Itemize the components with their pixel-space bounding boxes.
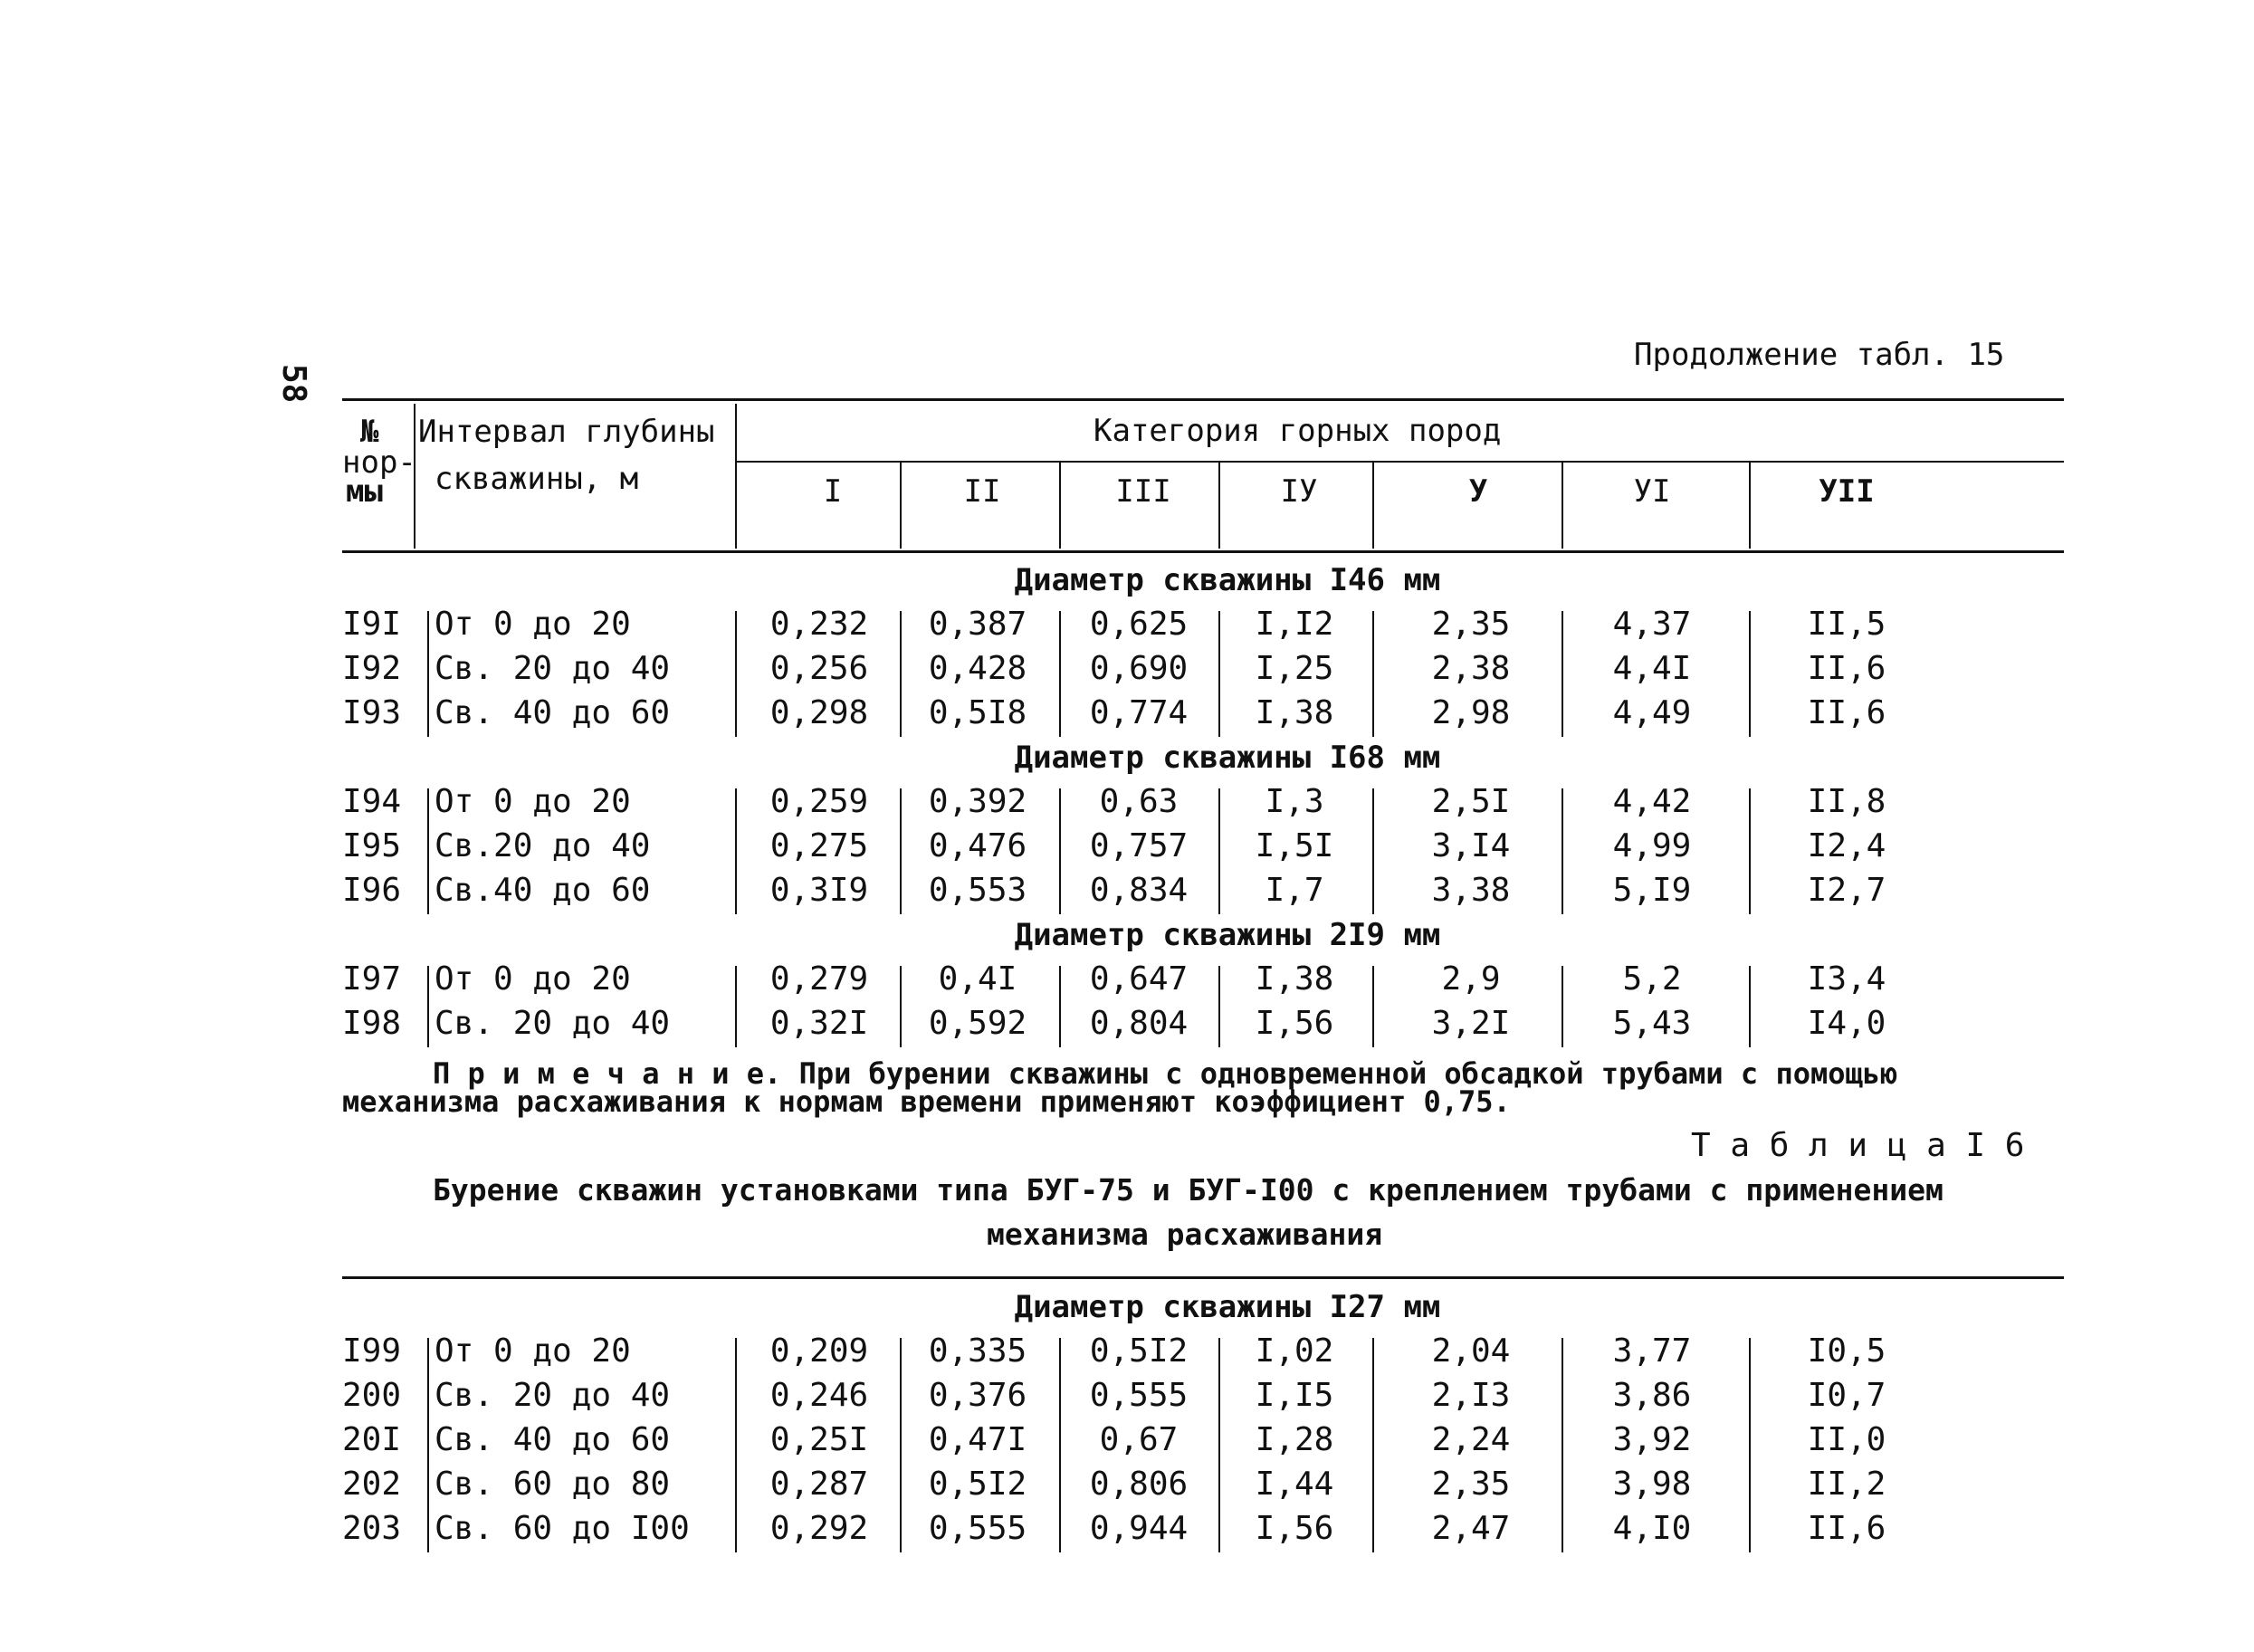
norm-value: 0,592 <box>928 1005 1027 1042</box>
norm-value: 0,279 <box>769 960 869 998</box>
section-title: Диаметр скважины I46 мм <box>1014 562 1441 598</box>
norm-value: 0,553 <box>928 872 1027 909</box>
norm-value: 0,246 <box>769 1377 869 1414</box>
norm-value: I,38 <box>1255 960 1334 998</box>
section-title: Диаметр скважины 2I9 мм <box>1014 917 1441 953</box>
norm-value: 2,9 <box>1441 960 1501 998</box>
column-divider <box>1218 611 1220 737</box>
norm-value: II,2 <box>1807 1466 1886 1503</box>
norm-value: 3,92 <box>1612 1421 1692 1458</box>
norm-value: 0,232 <box>769 606 869 643</box>
depth-interval: Св.40 до 60 <box>435 872 651 909</box>
norm-value: 0,209 <box>769 1332 869 1370</box>
norm-value: 2,35 <box>1431 606 1511 643</box>
norm-value: 0,335 <box>928 1332 1027 1370</box>
depth-interval: От 0 до 20 <box>435 960 631 998</box>
norm-number: 202 <box>342 1466 402 1503</box>
norm-value: 0,5I2 <box>1089 1332 1189 1370</box>
header-divider <box>1562 463 1563 549</box>
norm-value: 2,5I <box>1431 783 1511 820</box>
header-divider <box>1749 463 1751 549</box>
header-num-line3: мы <box>346 473 383 510</box>
norm-value: 4,4I <box>1612 650 1692 687</box>
category-header: III <box>1115 473 1171 510</box>
norm-value: 3,2I <box>1431 1005 1511 1042</box>
norm-value: 2,24 <box>1431 1421 1511 1458</box>
norm-value: 0,476 <box>928 827 1027 864</box>
column-divider <box>735 611 737 737</box>
depth-interval: Св. 20 до 40 <box>435 1005 671 1042</box>
column-divider <box>1372 1338 1374 1552</box>
norm-value: 0,256 <box>769 650 869 687</box>
note-line2: механизма расхаживания к нормам времени применяют коэффициент 0,75. <box>342 1084 1511 1119</box>
norm-value: I,5I <box>1255 827 1334 864</box>
norm-value: 0,555 <box>1089 1377 1189 1414</box>
norm-value: I,3 <box>1265 783 1324 820</box>
norm-value: 2,I3 <box>1431 1377 1511 1414</box>
column-divider <box>427 611 429 737</box>
column-divider <box>900 966 902 1047</box>
header-divider <box>1059 463 1061 549</box>
norm-value: II,6 <box>1807 650 1886 687</box>
depth-interval: От 0 до 20 <box>435 783 631 820</box>
norm-number: I9I <box>342 606 402 643</box>
norm-number: 203 <box>342 1510 402 1547</box>
column-divider <box>735 788 737 914</box>
norm-value: 4,42 <box>1612 783 1692 820</box>
column-divider <box>1749 788 1751 914</box>
norm-value: 0,392 <box>928 783 1027 820</box>
norm-value: II,0 <box>1807 1421 1886 1458</box>
norm-value: 0,774 <box>1089 694 1189 731</box>
norm-value: I,44 <box>1255 1466 1334 1503</box>
column-divider <box>735 966 737 1047</box>
norm-value: 2,47 <box>1431 1510 1511 1547</box>
header-interval-line2: скважины, м <box>435 461 639 497</box>
header-interval-line1: Интервал глубины <box>418 414 715 450</box>
norm-value: 0,287 <box>769 1466 869 1503</box>
norm-value: 0,63 <box>1099 783 1179 820</box>
category-rule <box>735 461 2064 463</box>
column-divider <box>900 1338 902 1552</box>
norm-number: I98 <box>342 1005 402 1042</box>
norm-value: I3,4 <box>1807 960 1886 998</box>
header-bottom-rule <box>342 550 2064 553</box>
norm-value: I0,5 <box>1807 1332 1886 1370</box>
norm-value: 3,98 <box>1612 1466 1692 1503</box>
norm-value: I,28 <box>1255 1421 1334 1458</box>
norm-value: II,6 <box>1807 694 1886 731</box>
norm-value: I2,7 <box>1807 872 1886 909</box>
norm-value: 2,35 <box>1431 1466 1511 1503</box>
header-divider <box>1372 463 1374 549</box>
category-header: У <box>1468 473 1488 510</box>
table16-title-line1: Бурение скважин установками типа БУГ-75 и БУГ-I00 с креплением трубами с применением <box>433 1172 1944 1208</box>
norm-value: 3,38 <box>1431 872 1511 909</box>
section-title: Диаметр скважины I68 мм <box>1014 740 1441 776</box>
norm-number: I96 <box>342 872 402 909</box>
depth-interval: От 0 до 20 <box>435 606 631 643</box>
column-divider <box>1059 966 1061 1047</box>
depth-interval: Св. 20 до 40 <box>435 1377 671 1414</box>
norm-value: 3,77 <box>1612 1332 1692 1370</box>
norm-value: 0,3I9 <box>769 872 869 909</box>
column-divider <box>1562 966 1563 1047</box>
column-divider <box>1749 1338 1751 1552</box>
column-divider <box>427 1338 429 1552</box>
column-divider <box>1749 611 1751 737</box>
norm-value: 0,555 <box>928 1510 1027 1547</box>
depth-interval: Св. 60 до 80 <box>435 1466 671 1503</box>
norm-value: 0,757 <box>1089 827 1189 864</box>
norm-value: 0,5I2 <box>928 1466 1027 1503</box>
norm-value: 0,647 <box>1089 960 1189 998</box>
depth-interval: Св. 40 до 60 <box>435 694 671 731</box>
norm-value: I,I2 <box>1255 606 1334 643</box>
norm-value: 0,376 <box>928 1377 1027 1414</box>
column-divider <box>1218 788 1220 914</box>
norm-value: II,5 <box>1807 606 1886 643</box>
norm-value: 0,387 <box>928 606 1027 643</box>
norm-value: I,7 <box>1265 872 1324 909</box>
norm-value: 0,944 <box>1089 1510 1189 1547</box>
norm-value: 0,5I8 <box>928 694 1027 731</box>
norm-value: I,56 <box>1255 1005 1334 1042</box>
norm-value: 4,37 <box>1612 606 1692 643</box>
norm-value: II,8 <box>1807 783 1886 820</box>
norm-number: I99 <box>342 1332 402 1370</box>
column-divider <box>1372 788 1374 914</box>
category-header: II <box>963 473 1001 510</box>
norm-value: 0,47I <box>928 1421 1027 1458</box>
depth-interval: От 0 до 20 <box>435 1332 631 1370</box>
norm-value: 4,49 <box>1612 694 1692 731</box>
note-line1: П р и м е ч а н и е. При бурении скважины с одновременной обсадкой трубами с помощью <box>433 1056 1898 1091</box>
depth-interval: Св. 60 до I00 <box>435 1510 690 1547</box>
norm-value: I,56 <box>1255 1510 1334 1547</box>
norm-value: 0,4I <box>938 960 1017 998</box>
norm-number: I94 <box>342 783 402 820</box>
norm-number: I93 <box>342 694 402 731</box>
category-header: УI <box>1633 473 1671 510</box>
column-divider <box>735 1338 737 1552</box>
norm-value: I2,4 <box>1807 827 1886 864</box>
table16-title-line2: механизма расхаживания <box>987 1217 1383 1252</box>
column-divider <box>1372 611 1374 737</box>
norm-number: I97 <box>342 960 402 998</box>
header-divider <box>735 404 737 549</box>
norm-value: 0,428 <box>928 650 1027 687</box>
norm-value: 0,834 <box>1089 872 1189 909</box>
column-divider <box>1562 611 1563 737</box>
norm-value: I0,7 <box>1807 1377 1886 1414</box>
column-divider <box>1749 966 1751 1047</box>
norm-value: II,6 <box>1807 1510 1886 1547</box>
norm-value: I,25 <box>1255 650 1334 687</box>
norm-value: 5,I9 <box>1612 872 1692 909</box>
norm-value: 0,259 <box>769 783 869 820</box>
norm-number: I92 <box>342 650 402 687</box>
norm-value: 0,298 <box>769 694 869 731</box>
column-divider <box>1218 1338 1220 1552</box>
norm-value: 0,275 <box>769 827 869 864</box>
column-divider <box>1059 788 1061 914</box>
norm-value: 0,25I <box>769 1421 869 1458</box>
category-title: Категория горных пород <box>1094 413 1502 449</box>
column-divider <box>427 788 429 914</box>
norm-value: I4,0 <box>1807 1005 1886 1042</box>
norm-value: 0,292 <box>769 1510 869 1547</box>
depth-interval: Св. 40 до 60 <box>435 1421 671 1458</box>
header-divider <box>1218 463 1220 549</box>
norm-number: 200 <box>342 1377 402 1414</box>
depth-interval: Св. 20 до 40 <box>435 650 671 687</box>
norm-value: 0,67 <box>1099 1421 1179 1458</box>
norm-number: 20I <box>342 1421 402 1458</box>
depth-interval: Св.20 до 40 <box>435 827 651 864</box>
norm-value: I,38 <box>1255 694 1334 731</box>
section-title: Диаметр скважины I27 мм <box>1014 1289 1441 1325</box>
norm-value: 2,04 <box>1431 1332 1511 1370</box>
table16-top-rule <box>342 1276 2064 1279</box>
norm-value: 0,32I <box>769 1005 869 1042</box>
norm-value: 0,690 <box>1089 650 1189 687</box>
column-divider <box>1059 1338 1061 1552</box>
category-header: УII <box>1819 473 1875 510</box>
column-divider <box>1562 1338 1563 1552</box>
norm-value: 3,86 <box>1612 1377 1692 1414</box>
column-divider <box>427 966 429 1047</box>
header-num-line2: нор- <box>342 444 416 481</box>
header-num-line1: № <box>360 414 379 450</box>
norm-value: 0,625 <box>1089 606 1189 643</box>
continuation-label: Продолжение табл. 15 <box>1634 337 2005 373</box>
norm-value: 2,38 <box>1431 650 1511 687</box>
norm-value: 3,I4 <box>1431 827 1511 864</box>
header-top-rule <box>342 398 2064 401</box>
norm-value: 0,804 <box>1089 1005 1189 1042</box>
column-divider <box>1059 611 1061 737</box>
norm-value: I,02 <box>1255 1332 1334 1370</box>
table16-label: Т а б л и ц а I 6 <box>1691 1127 2025 1164</box>
column-divider <box>900 611 902 737</box>
column-divider <box>1562 788 1563 914</box>
norm-value: 0,806 <box>1089 1466 1189 1503</box>
norm-value: 4,99 <box>1612 827 1692 864</box>
column-divider <box>900 788 902 914</box>
column-divider <box>1218 966 1220 1047</box>
norm-value: 5,43 <box>1612 1005 1692 1042</box>
norm-value: 2,98 <box>1431 694 1511 731</box>
category-header: IУ <box>1280 473 1318 510</box>
column-divider <box>1372 966 1374 1047</box>
norm-value: I,I5 <box>1255 1377 1334 1414</box>
norm-value: 5,2 <box>1622 960 1682 998</box>
norm-number: I95 <box>342 827 402 864</box>
category-header: I <box>823 473 843 510</box>
page-number: 58 <box>275 364 312 404</box>
norm-value: 4,I0 <box>1612 1510 1692 1547</box>
